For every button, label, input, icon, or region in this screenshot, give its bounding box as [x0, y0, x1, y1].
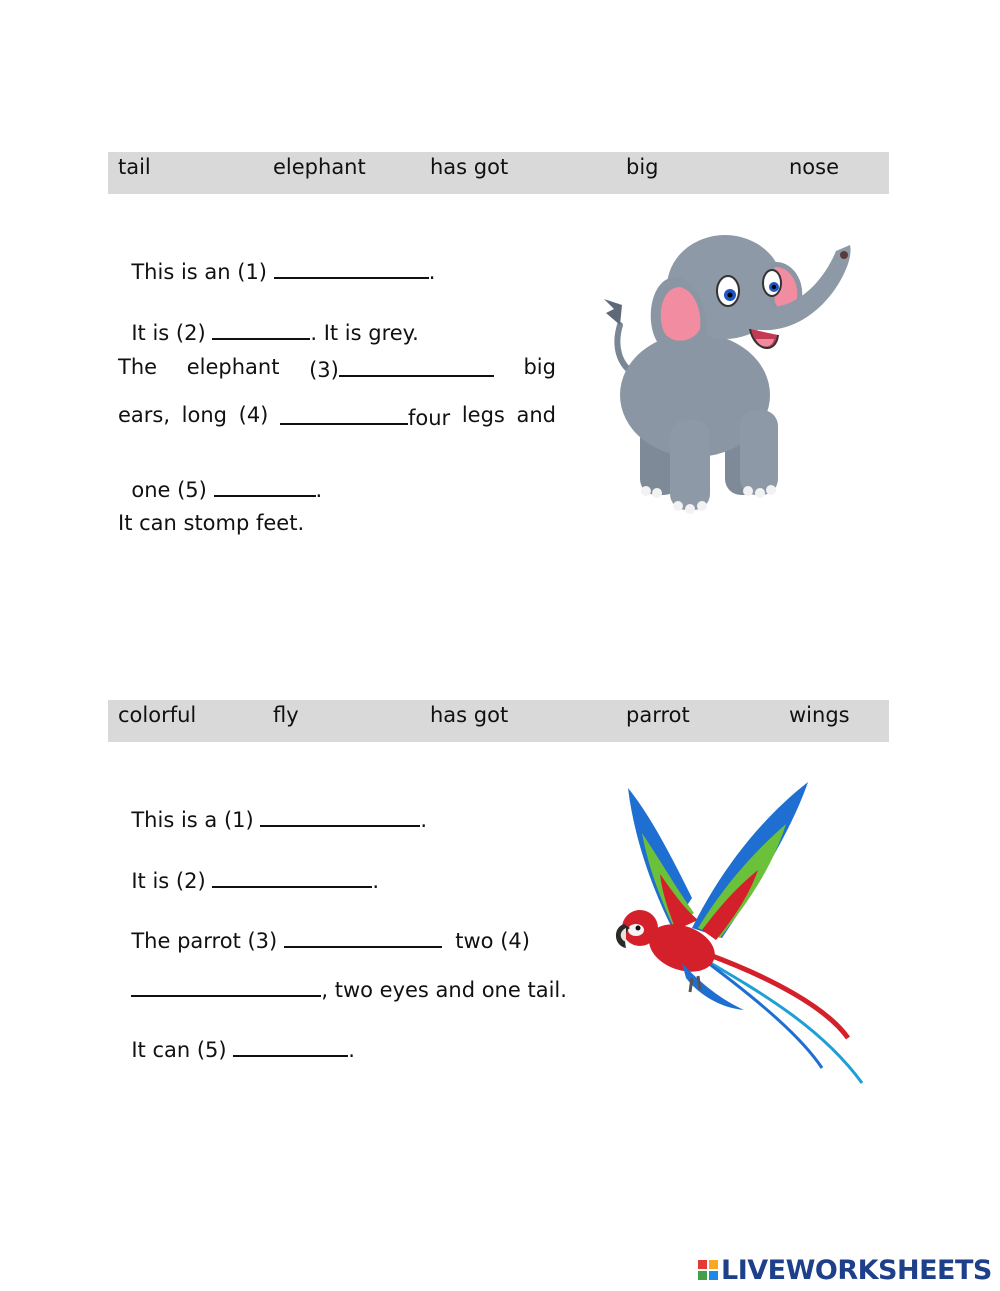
word-bank-item: nose: [789, 155, 840, 179]
logo-blocks-icon: [698, 1260, 718, 1280]
sentence-3: The elephant (3) big: [118, 355, 556, 382]
word-bank-item: big: [626, 155, 659, 179]
answer-blank-1[interactable]: [260, 805, 420, 827]
parrot-sentence-4: , two eyes and one tail.: [118, 951, 567, 1002]
sentence-4: ears, long (4) four legs and: [118, 403, 556, 430]
parrot-sentence-1: This is a (1) .: [118, 781, 427, 832]
answer-blank-3[interactable]: [284, 926, 442, 948]
answer-blank-3[interactable]: [339, 355, 494, 377]
parrot-sentence-2: It is (2) .: [118, 842, 379, 893]
word-bank-item: has got: [430, 703, 509, 727]
answer-blank-2[interactable]: [212, 318, 310, 340]
sentence-2: It is (2) . It is grey.: [118, 294, 419, 345]
answer-blank-5[interactable]: [214, 475, 316, 497]
word-bank-parrot: [108, 700, 889, 742]
elephant-illustration: [600, 225, 855, 520]
word-bank-item: elephant: [273, 155, 366, 179]
word-bank-item: wings: [789, 703, 850, 727]
word-bank-elephant: [108, 152, 889, 194]
word-bank-item: colorful: [118, 703, 197, 727]
sentence-6: It can stomp feet.: [118, 511, 305, 535]
word-bank-item: tail: [118, 155, 151, 179]
parrot-sentence-3: The parrot (3) two (4): [118, 902, 530, 953]
sentence-5: one (5) .: [118, 451, 322, 502]
answer-blank-4[interactable]: [131, 975, 321, 997]
parrot-illustration: [612, 778, 870, 1093]
answer-blank-4[interactable]: [280, 403, 408, 425]
answer-blank-2[interactable]: [212, 866, 372, 888]
logo-text: LIVEWORKSHEETS: [721, 1254, 992, 1286]
word-bank-item: has got: [430, 155, 509, 179]
word-bank-item: fly: [273, 703, 299, 727]
word-bank-item: parrot: [626, 703, 690, 727]
sentence-1: This is an (1) .: [118, 233, 435, 284]
liveworksheets-logo: [698, 1255, 992, 1285]
parrot-sentence-5: It can (5) .: [118, 1011, 355, 1062]
answer-blank-1[interactable]: [274, 257, 429, 279]
answer-blank-5[interactable]: [233, 1035, 348, 1057]
